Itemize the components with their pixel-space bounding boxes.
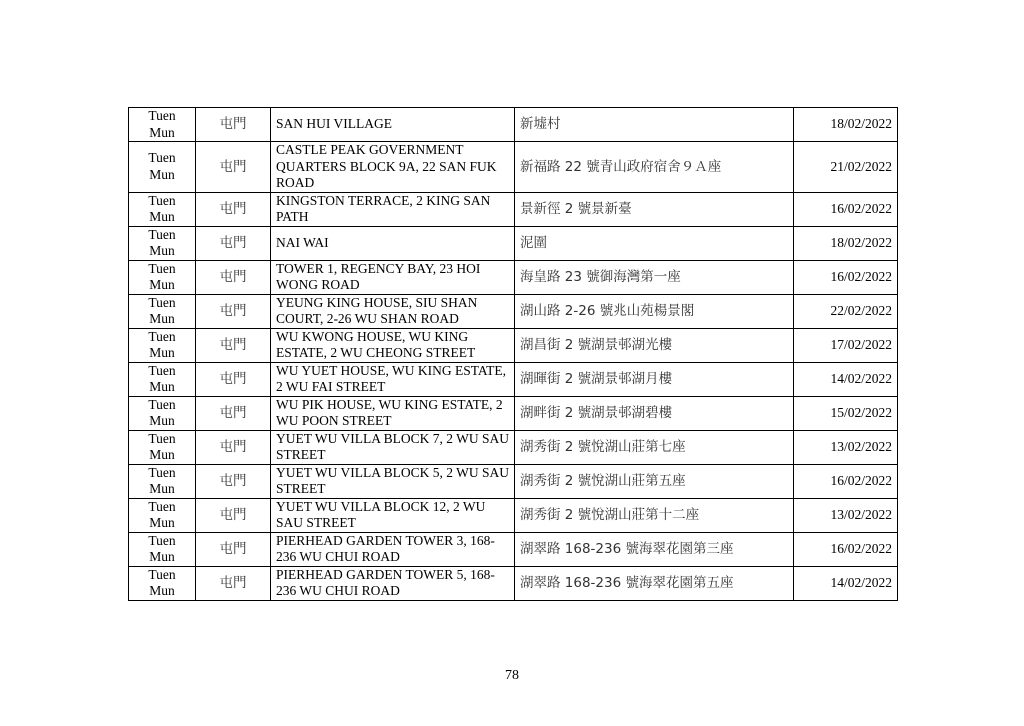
address-zh-cell: 湖秀街 2 號悅湖山莊第十二座: [515, 498, 794, 532]
address-zh-cell: 湖山路 2-26 號兆山苑楊景閣: [515, 294, 794, 328]
district-en-cell: Tuen Mun: [129, 396, 196, 430]
date-cell: 16/02/2022: [794, 260, 898, 294]
table-row: [129, 294, 898, 328]
district-zh-cell: 屯門: [196, 566, 271, 600]
district-en-cell: Tuen Mun: [129, 498, 196, 532]
district-en-cell: Tuen Mun: [129, 108, 196, 142]
table-row: [129, 532, 898, 566]
address-zh-cell: 湖昌街 2 號湖景邨湖光樓: [515, 328, 794, 362]
address-zh-cell: 湖秀街 2 號悅湖山莊第五座: [515, 464, 794, 498]
district-zh-cell: 屯門: [196, 226, 271, 260]
table-row: [129, 566, 898, 600]
page-number: 78: [505, 668, 519, 683]
date-cell: 13/02/2022: [794, 430, 898, 464]
date-cell: 13/02/2022: [794, 498, 898, 532]
address-en-cell: TOWER 1, REGENCY BAY, 23 HOI WONG ROAD: [271, 260, 515, 294]
district-en-cell: Tuen Mun: [129, 464, 196, 498]
district-zh-cell: 屯門: [196, 430, 271, 464]
address-zh-cell: 湖畔街 2 號湖景邨湖碧樓: [515, 396, 794, 430]
table-row: [129, 498, 898, 532]
address-en-cell: WU PIK HOUSE, WU KING ESTATE, 2 WU POON STREET: [271, 396, 515, 430]
address-en-cell: YUET WU VILLA BLOCK 7, 2 WU SAU STREET: [271, 430, 515, 464]
district-zh-cell: 屯門: [196, 464, 271, 498]
address-zh-cell: 湖翠路 168-236 號海翠花園第五座: [515, 566, 794, 600]
table-row: [129, 260, 898, 294]
district-zh-cell: 屯門: [196, 328, 271, 362]
table-row: [129, 430, 898, 464]
building-list-table: [128, 107, 898, 601]
district-zh-cell: 屯門: [196, 108, 271, 142]
address-en-cell: YUET WU VILLA BLOCK 5, 2 WU SAU STREET: [271, 464, 515, 498]
date-cell: 16/02/2022: [794, 464, 898, 498]
date-cell: 14/02/2022: [794, 566, 898, 600]
district-en-cell: Tuen Mun: [129, 532, 196, 566]
district-zh-cell: 屯門: [196, 260, 271, 294]
table-row: [129, 464, 898, 498]
address-zh-cell: 泥圍: [515, 226, 794, 260]
district-zh-cell: 屯門: [196, 396, 271, 430]
district-en-cell: Tuen Mun: [129, 430, 196, 464]
district-zh-cell: 屯門: [196, 532, 271, 566]
district-zh-cell: 屯門: [196, 362, 271, 396]
date-cell: 22/02/2022: [794, 294, 898, 328]
address-en-cell: YEUNG KING HOUSE, SIU SHAN COURT, 2-26 WU SHAN ROAD: [271, 294, 515, 328]
address-en-cell: YUET WU VILLA BLOCK 12, 2 WU SAU STREET: [271, 498, 515, 532]
date-cell: 16/02/2022: [794, 192, 898, 226]
district-en-cell: Tuen Mun: [129, 362, 196, 396]
date-cell: 14/02/2022: [794, 362, 898, 396]
table-row: [129, 362, 898, 396]
table-row: [129, 192, 898, 226]
address-zh-cell: 湖秀街 2 號悅湖山莊第七座: [515, 430, 794, 464]
address-zh-cell: 景新徑 2 號景新臺: [515, 192, 794, 226]
address-en-cell: CASTLE PEAK GOVERNMENT QUARTERS BLOCK 9A, 22 SAN FUK ROAD: [271, 142, 515, 193]
district-en-cell: Tuen Mun: [129, 328, 196, 362]
district-en-cell: Tuen Mun: [129, 260, 196, 294]
district-zh-cell: 屯門: [196, 192, 271, 226]
date-cell: 21/02/2022: [794, 142, 898, 193]
district-en-cell: Tuen Mun: [129, 566, 196, 600]
district-en-cell: Tuen Mun: [129, 226, 196, 260]
address-zh-cell: 湖翠路 168-236 號海翠花園第三座: [515, 532, 794, 566]
district-zh-cell: 屯門: [196, 142, 271, 193]
address-en-cell: KINGSTON TERRACE, 2 KING SAN PATH: [271, 192, 515, 226]
address-en-cell: NAI WAI: [271, 226, 515, 260]
district-zh-cell: 屯門: [196, 498, 271, 532]
address-en-cell: SAN HUI VILLAGE: [271, 108, 515, 142]
table-row: [129, 328, 898, 362]
table-row: [129, 142, 898, 193]
date-cell: 16/02/2022: [794, 532, 898, 566]
table-row: [129, 108, 898, 142]
table-body: [129, 108, 898, 601]
address-en-cell: PIERHEAD GARDEN TOWER 5, 168-236 WU CHUI ROAD: [271, 566, 515, 600]
address-en-cell: WU KWONG HOUSE, WU KING ESTATE, 2 WU CHEONG STREET: [271, 328, 515, 362]
district-en-cell: Tuen Mun: [129, 142, 196, 193]
table-row: [129, 226, 898, 260]
district-en-cell: Tuen Mun: [129, 294, 196, 328]
address-en-cell: WU YUET HOUSE, WU KING ESTATE, 2 WU FAI STREET: [271, 362, 515, 396]
date-cell: 18/02/2022: [794, 226, 898, 260]
address-zh-cell: 新福路 22 號青山政府宿舍９Ａ座: [515, 142, 794, 193]
date-cell: 15/02/2022: [794, 396, 898, 430]
address-zh-cell: 新墟村: [515, 108, 794, 142]
district-en-cell: Tuen Mun: [129, 192, 196, 226]
address-en-cell: PIERHEAD GARDEN TOWER 3, 168-236 WU CHUI ROAD: [271, 532, 515, 566]
address-zh-cell: 湖暉街 2 號湖景邨湖月樓: [515, 362, 794, 396]
district-zh-cell: 屯門: [196, 294, 271, 328]
table-row: [129, 396, 898, 430]
date-cell: 17/02/2022: [794, 328, 898, 362]
address-zh-cell: 海皇路 23 號御海灣第一座: [515, 260, 794, 294]
date-cell: 18/02/2022: [794, 108, 898, 142]
